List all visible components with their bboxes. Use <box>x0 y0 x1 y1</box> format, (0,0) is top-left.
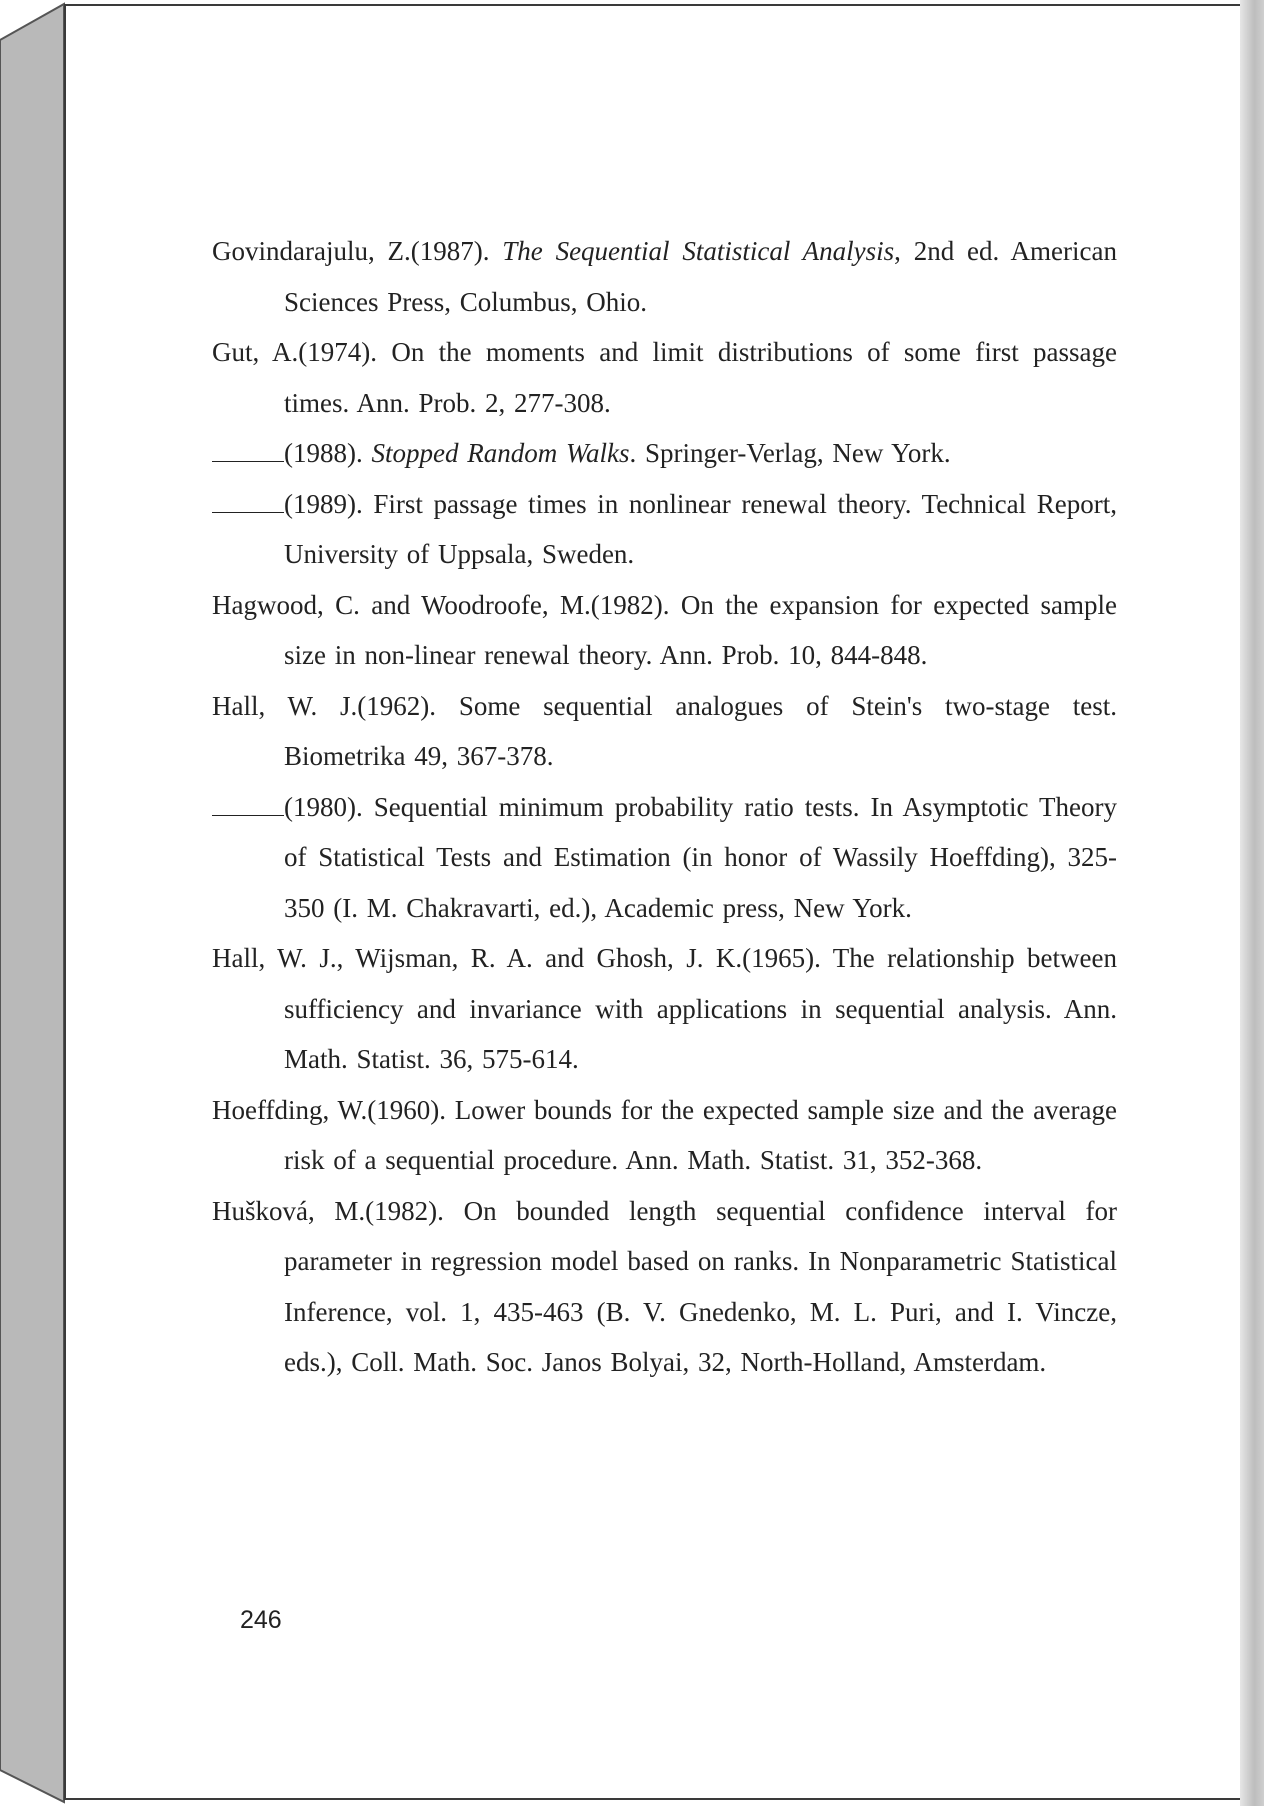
reference-entry <box>212 580 1117 681</box>
reference-author: (1980). <box>284 791 374 822</box>
ditto-dash <box>212 793 284 816</box>
reference-entry <box>212 226 1117 327</box>
reference-details: , 2nd ed. American Sciences Press, Columbus, Ohio. <box>284 236 1117 317</box>
reference-details: Lower bounds for the expected sample size and the average risk of a sequential procedure. Ann. Math. Statist. 31, 352-368. <box>284 1094 1117 1175</box>
reference-author: (1988). <box>284 438 372 468</box>
reference-title: The Sequential Statistical Analysis <box>502 236 895 266</box>
reference-details: Sequential minimum probability ratio tests. In Asymptotic Theory of Statistical Tests and Estimation (in honor of Wassily Hoeffding), 325-350 (I. M. Chakravarti, ed.), Academic press, New York. <box>284 791 1117 923</box>
reference-entry <box>212 782 1117 934</box>
reference-author: Hall, W. J.(1962). <box>212 690 459 721</box>
reference-title: Stopped Random Walks <box>371 438 630 468</box>
reference-entry <box>212 933 1117 1085</box>
reference-author: Hagwood, C. and Woodroofe, M.(1982). <box>212 589 681 620</box>
reference-details: . Springer-Verlag, New York. <box>629 438 951 468</box>
book-spine <box>0 0 66 1806</box>
ditto-dash <box>212 490 284 513</box>
ditto-dash <box>212 439 284 462</box>
reference-author: Hušková, M.(1982). <box>212 1195 464 1226</box>
reference-details: First passage times in nonlinear renewal theory. Technical Report, University of Uppsala, Sweden. <box>284 488 1117 569</box>
reference-entry <box>212 681 1117 782</box>
reference-entry <box>212 479 1117 580</box>
reference-author: Hall, W. J., Wijsman, R. A. and Ghosh, J. K.(1965). <box>212 943 833 973</box>
reference-entry <box>212 327 1117 428</box>
reference-author: Gut, A.(1974). <box>212 337 392 367</box>
reference-author: (1989). <box>284 488 374 519</box>
reference-details: On the expansion for expected sample size in non-linear renewal theory. Ann. Prob. 10, 844-848. <box>284 589 1117 670</box>
page-number: 246 <box>240 1606 282 1634</box>
reference-details: The relationship between sufficiency and invariance with applications in sequential analysis. Ann. Math. Statist. 36, 575-614. <box>284 943 1117 1074</box>
page-edge-shadow <box>1240 0 1264 1806</box>
reference-details: On the moments and limit distributions of some first passage times. Ann. Prob. 2, 277-308. <box>284 337 1117 418</box>
reference-list <box>212 226 1117 1388</box>
reference-entry <box>212 1186 1117 1388</box>
reference-entry <box>212 428 1117 479</box>
reference-entry <box>212 1085 1117 1186</box>
reference-author: Govindarajulu, Z.(1987). <box>212 236 503 266</box>
reference-details: On bounded length sequential confidence interval for parameter in regression model based on ranks. In Nonparametric Statistical Inference, vol. 1, 435-463 (B. V. Gnedenko, M. L. Puri, and I. Vincze, eds.), Coll. Math. Soc. Janos Bolyai, 32, North-Holland, Amsterdam. <box>284 1195 1117 1377</box>
reference-details: Some sequential analogues of Stein's two-stage test. Biometrika 49, 367-378. <box>284 690 1117 771</box>
reference-author: Hoeffding, W.(1960). <box>212 1094 455 1125</box>
